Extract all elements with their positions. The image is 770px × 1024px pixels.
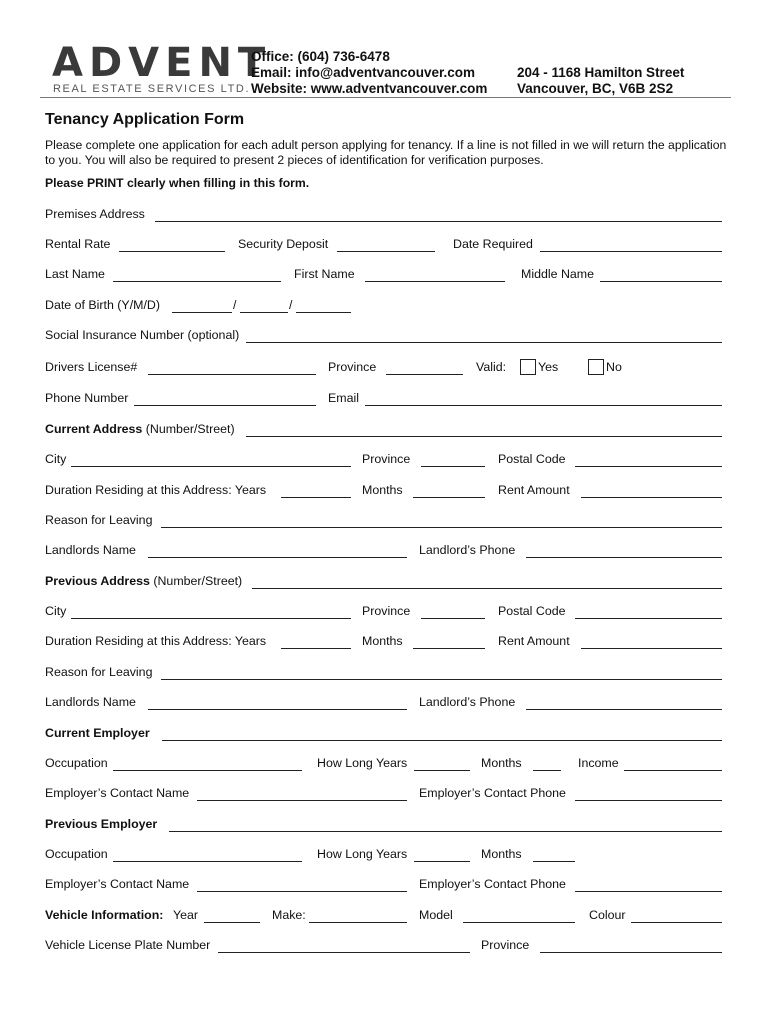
- previous-occupation-field[interactable]: [113, 861, 302, 862]
- valid-yes-checkbox[interactable]: [520, 359, 536, 375]
- phone-number-label: Phone Number: [45, 391, 129, 405]
- previous-months-field[interactable]: [413, 648, 485, 649]
- previous-province-label: Province: [362, 604, 411, 618]
- previous-rent-field[interactable]: [581, 648, 722, 649]
- previous-employer-contact-phone-label: Employer’s Contact Phone: [419, 877, 566, 891]
- previous-howlong-label: How Long Years: [317, 847, 408, 861]
- current-employer-contact-name-label: Employer’s Contact Name: [45, 786, 190, 800]
- current-city-field[interactable]: [71, 466, 351, 467]
- previous-employer-row: [0, 815, 770, 835]
- vehicle-model-field[interactable]: [463, 922, 575, 923]
- current-landlord-name-field[interactable]: [148, 557, 407, 558]
- current-reason-label: Reason for Leaving: [45, 513, 153, 527]
- dob-month-field[interactable]: [240, 312, 288, 313]
- header-divider: [40, 97, 731, 98]
- previous-reason-row: [0, 663, 770, 683]
- drivers-license-field[interactable]: [148, 374, 316, 375]
- previous-employer-label: Previous Employer: [45, 817, 158, 831]
- vehicle-colour-label: Colour: [589, 908, 626, 922]
- vehicle-make-label: Make:: [272, 908, 306, 922]
- dob-label: Date of Birth (Y/M/D): [45, 298, 160, 312]
- current-occupation-label: Occupation: [45, 756, 108, 770]
- vehicle-year-field[interactable]: [204, 922, 260, 923]
- first-name-label: First Name: [294, 267, 355, 281]
- current-address-field[interactable]: [246, 436, 722, 437]
- previous-employer-contact-row: [0, 875, 770, 895]
- current-rent-label: Rent Amount: [498, 483, 570, 497]
- office-website: Website: www.adventvancouver.com: [251, 81, 488, 96]
- previous-employer-field[interactable]: [169, 831, 722, 832]
- current-employer-contact-phone-field[interactable]: [575, 800, 722, 801]
- current-province-label: Province: [362, 452, 411, 466]
- names-row: [0, 265, 770, 285]
- license-province-label: Province: [328, 360, 377, 374]
- current-city-label: City: [45, 452, 67, 466]
- dob-day-field[interactable]: [296, 312, 351, 313]
- previous-landlord-phone-field[interactable]: [526, 709, 722, 710]
- security-deposit-field[interactable]: [337, 251, 435, 252]
- previous-rent-label: Rent Amount: [498, 634, 570, 648]
- vehicle-row: [0, 906, 770, 926]
- vehicle-info-label: Vehicle Information:: [45, 908, 164, 922]
- office-phone: Office: (604) 736-6478: [251, 49, 390, 64]
- current-address-label: Current Address (Number/Street): [45, 422, 235, 436]
- current-months-field[interactable]: [413, 497, 485, 498]
- previous-city-row: [0, 602, 770, 622]
- current-duration-label: Duration Residing at this Address: Years: [45, 483, 267, 497]
- sin-field[interactable]: [246, 342, 722, 343]
- dob-row: [0, 296, 770, 316]
- current-landlord-row: [0, 541, 770, 561]
- office-email: Email: info@adventvancouver.com: [251, 65, 475, 80]
- vehicle-year-label: Year: [173, 908, 199, 922]
- license-row: [0, 358, 770, 378]
- current-landlord-name-label: Landlords Name: [45, 543, 136, 557]
- previous-landlord-row: [0, 693, 770, 713]
- vehicle-plate-label: Vehicle License Plate Number: [45, 938, 211, 952]
- company-logo: ADVENT: [52, 40, 272, 86]
- current-employment-months-field[interactable]: [533, 770, 561, 771]
- last-name-label: Last Name: [45, 267, 105, 281]
- rental-rate-label: Rental Rate: [45, 237, 111, 251]
- previous-employer-contact-name-field[interactable]: [197, 891, 407, 892]
- phone-number-field[interactable]: [134, 405, 316, 406]
- previous-years-field[interactable]: [281, 648, 351, 649]
- form-instructions: Please complete one application for each adult person applying for tenancy. If a line is not filled in we will return the application to you. You will also be required to present 2 pieces of identification for verification purposes.: [45, 138, 727, 167]
- previous-address-field[interactable]: [252, 588, 722, 589]
- previous-landlord-name-label: Landlords Name: [45, 695, 136, 709]
- office-address-line1: 204 - 1168 Hamilton Street: [517, 65, 685, 80]
- current-employer-field[interactable]: [162, 740, 722, 741]
- current-reason-row: [0, 511, 770, 531]
- current-employer-contact-phone-label: Employer’s Contact Phone: [419, 786, 566, 800]
- premises-address-field[interactable]: [155, 221, 722, 222]
- vehicle-model-label: Model: [419, 908, 453, 922]
- sin-row: [0, 326, 770, 346]
- previous-employer-contact-phone-field[interactable]: [575, 891, 722, 892]
- premises-address-label: Premises Address: [45, 207, 145, 221]
- middle-name-field[interactable]: [600, 281, 722, 282]
- rental-row: [0, 235, 770, 255]
- vehicle-make-field[interactable]: [309, 922, 407, 923]
- previous-reason-label: Reason for Leaving: [45, 665, 153, 679]
- form-title: Tenancy Application Form: [45, 111, 245, 128]
- previous-occupation-row: [0, 845, 770, 865]
- last-name-field[interactable]: [113, 281, 281, 282]
- phone-email-row: [0, 389, 770, 409]
- previous-employment-months-field[interactable]: [533, 861, 575, 862]
- previous-address-label: Previous Address (Number/Street): [45, 574, 243, 588]
- vehicle-plate-field[interactable]: [218, 952, 470, 953]
- email-label: Email: [328, 391, 359, 405]
- current-province-field[interactable]: [421, 466, 485, 467]
- current-income-field[interactable]: [624, 770, 722, 771]
- current-employer-contact-row: [0, 784, 770, 804]
- valid-no-checkbox[interactable]: [588, 359, 604, 375]
- previous-city-field[interactable]: [71, 618, 351, 619]
- previous-duration-label: Duration Residing at this Address: Years: [45, 634, 267, 648]
- dob-year-field[interactable]: [172, 312, 232, 313]
- previous-province-field[interactable]: [421, 618, 485, 619]
- current-duration-row: [0, 481, 770, 501]
- current-landlord-phone-label: Landlord’s Phone: [419, 543, 516, 557]
- previous-howlong-years-field[interactable]: [414, 861, 470, 862]
- dob-slash-2: /: [289, 298, 293, 312]
- print-note: Please PRINT clearly when filling in this form.: [45, 176, 310, 190]
- date-required-field[interactable]: [540, 251, 722, 252]
- date-required-label: Date Required: [453, 237, 533, 251]
- middle-name-label: Middle Name: [521, 267, 594, 281]
- previous-duration-row: [0, 632, 770, 652]
- previous-postal-field[interactable]: [575, 618, 722, 619]
- vehicle-province-label: Province: [481, 938, 530, 952]
- current-howlong-years-field[interactable]: [414, 770, 470, 771]
- previous-employment-months-label: Months: [481, 847, 522, 861]
- current-occupation-row: [0, 754, 770, 774]
- current-employment-months-label: Months: [481, 756, 522, 770]
- current-landlord-phone-field[interactable]: [526, 557, 722, 558]
- current-address-row: [0, 420, 770, 440]
- valid-yes-label: Yes: [538, 360, 559, 374]
- email-field[interactable]: [365, 405, 722, 406]
- premises-row: [0, 205, 770, 225]
- security-deposit-label: Security Deposit: [238, 237, 329, 251]
- current-postal-label: Postal Code: [498, 452, 566, 466]
- sin-label: Social Insurance Number (optional): [45, 328, 240, 342]
- current-reason-field[interactable]: [161, 527, 722, 528]
- drivers-license-label: Drivers License#: [45, 360, 138, 374]
- vehicle-colour-field[interactable]: [631, 922, 722, 923]
- current-months-label: Months: [362, 483, 403, 497]
- current-years-field[interactable]: [281, 497, 351, 498]
- rental-rate-field[interactable]: [119, 251, 225, 252]
- current-occupation-field[interactable]: [113, 770, 302, 771]
- office-address-line2: Vancouver, BC, V6B 2S2: [517, 81, 674, 96]
- current-employer-contact-name-field[interactable]: [197, 800, 407, 801]
- first-name-field[interactable]: [365, 281, 505, 282]
- previous-landlord-phone-label: Landlord’s Phone: [419, 695, 516, 709]
- current-postal-field[interactable]: [575, 466, 722, 467]
- current-income-label: Income: [578, 756, 619, 770]
- previous-occupation-label: Occupation: [45, 847, 108, 861]
- previous-months-label: Months: [362, 634, 403, 648]
- previous-postal-label: Postal Code: [498, 604, 566, 618]
- previous-address-row: [0, 572, 770, 592]
- valid-no-label: No: [606, 360, 622, 374]
- current-city-row: [0, 450, 770, 470]
- vehicle-plate-row: [0, 936, 770, 956]
- previous-reason-field[interactable]: [161, 679, 722, 680]
- current-rent-field[interactable]: [581, 497, 722, 498]
- company-tagline: REAL ESTATE SERVICES LTD.: [53, 83, 251, 95]
- previous-city-label: City: [45, 604, 67, 618]
- current-employer-label: Current Employer: [45, 726, 150, 740]
- current-employer-row: [0, 724, 770, 744]
- license-province-field[interactable]: [386, 374, 463, 375]
- vehicle-province-field[interactable]: [540, 952, 722, 953]
- current-howlong-label: How Long Years: [317, 756, 408, 770]
- dob-slash-1: /: [233, 298, 237, 312]
- previous-landlord-name-field[interactable]: [148, 709, 407, 710]
- previous-employer-contact-name-label: Employer’s Contact Name: [45, 877, 190, 891]
- valid-label: Valid:: [476, 360, 507, 374]
